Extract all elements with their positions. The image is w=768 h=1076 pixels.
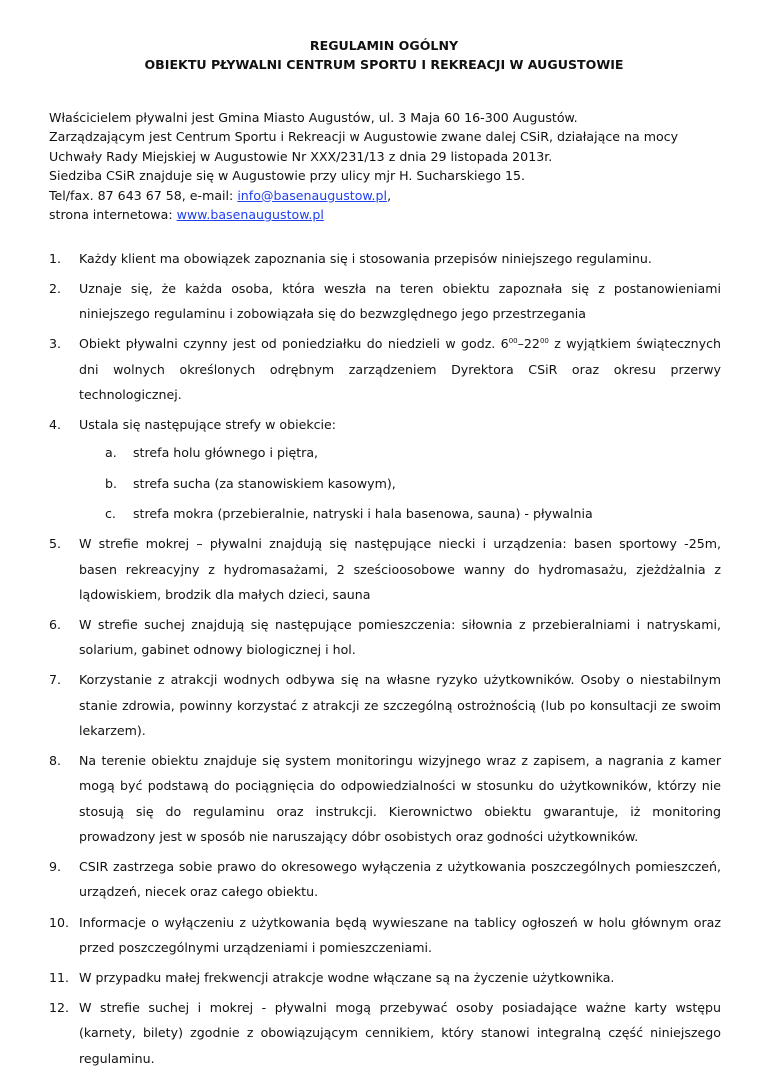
rule-number: 3. xyxy=(49,336,62,352)
rule-item xyxy=(49,246,721,271)
zone-text: strefa sucha (za stanowiskiem kasowym), xyxy=(133,475,396,491)
rule-number: 2. xyxy=(49,281,62,297)
website-link[interactable]: www.basenaugustow.pl xyxy=(176,207,324,223)
intro-manager: Zarządzającym jest Centrum Sportu i Rekreacji w Augustowie zwane dalej CSiR, działające na mocy xyxy=(49,129,679,145)
rule-text: Każdy klient ma obowiązek zapoznania się i stosowania przepisów niniejszego regulaminu. xyxy=(79,251,652,266)
rule-item xyxy=(49,531,721,607)
rule-text: Korzystanie z atrakcji wodnych odbywa się na własne ryzyko użytkowników. Osoby o niestabilnym stanie zdrowia, powinny korzystać z atrakcji ze szczególną ostrożnością (lub po konsultacji ze swoim lekarzem). xyxy=(79,672,721,739)
rule-item xyxy=(49,331,721,407)
rule-text: W strefie mokrej – pływalni znajdują się następujące niecki i urządzenia: basen sportowy -25m, basen rekreacyjny z hydromasażami, 2 sześcioosobowe wanny do hydromasażu, zjeżdżalnia z lądowiskiem, brodzik dla małych dzieci, sauna xyxy=(79,536,721,602)
zone-letter: a. xyxy=(105,445,117,461)
intro-website xyxy=(49,205,749,224)
zone-text: strefa mokra (przebieralnie, natryski i hala basenowa, sauna) - pływalnia xyxy=(133,506,593,522)
rule-text xyxy=(79,336,721,402)
rule-text: Ustala się następujące strefy w obiekcie: xyxy=(79,417,337,433)
rule-item xyxy=(49,412,721,526)
rule-text: CSIR zastrzega sobie prawo do okresowego wyłączenia z użytkowania poszczególnych pomieszczeń, urządzeń, niecek oraz całego obiektu. xyxy=(79,859,721,900)
rule-text-end: z wyjątkiem świątecznych dni wolnych określonych odrębnym zarządzeniem Dyrektora CSiR oraz okresu przerwy technologicznej. xyxy=(79,336,721,403)
rule-item xyxy=(49,667,721,743)
email-link[interactable]: info@basenaugustow.pl xyxy=(237,187,388,203)
rule-number: 12. xyxy=(49,999,70,1015)
rules-list xyxy=(49,246,721,1076)
zone-letter: c. xyxy=(105,506,116,522)
intro-resolution: Uchwały Rady Miejskiej w Augustowie Nr XXX/231/13 z dnia 29 listopada 2013r. xyxy=(49,148,553,164)
document-title: REGULAMIN OGÓLNY xyxy=(309,38,459,53)
rule-text: Informacje o wyłączeniu z użytkowania będą wywieszane na tablicy ogłoszeń w holu głównym oraz przed poszczególnymi urządzeniami i pomieszczeniami. xyxy=(79,914,721,955)
rule-number: 5. xyxy=(49,536,62,552)
rule-number: 10. xyxy=(49,914,70,930)
zone-item xyxy=(79,440,721,465)
rule-item xyxy=(49,612,721,663)
rule-item xyxy=(49,995,721,1071)
document-subtitle: OBIEKTU PŁYWALNI CENTRUM SPORTU I REKREACJI W AUGUSTOWIE xyxy=(144,57,624,72)
rule-item xyxy=(49,910,721,961)
hour-open-minutes: 00 xyxy=(508,337,518,346)
zone-text: strefa holu głównego i piętra, xyxy=(133,445,319,461)
rule-text-start: Obiekt pływalni czynny jest od poniedziałku do niedzieli w godz. 6 xyxy=(79,336,509,352)
hour-close-minutes: 00 xyxy=(539,337,549,346)
rule-text: Na terenie obiektu znajduje się system monitoringu wizyjnego wraz z zapisem, a nagrania z kamer mogą być podstawą do pociągnięcia do odpowiedzialności w stosunku do użytkowników, którzy nie stosują się do regulaminu oraz instrukcji. Kierownictwo obiektu gwarantuje, iż monitoring prowadzony jest w sposób nie naruszający dóbr osobistych oraz godności użytkowników. xyxy=(79,753,721,845)
rule-text: W strefie suchej i mokrej - pływalni mogą przebywać osoby posiadające ważne karty wstępu (karnety, bilety) zgodnie z obowiązującym cennikiem, który stanowi integralną część niniejszego regulaminu. xyxy=(79,999,721,1066)
hour-close: –22 xyxy=(517,336,540,352)
rule-number: 6. xyxy=(49,617,62,633)
rule-number: 1. xyxy=(49,251,62,266)
zones-list xyxy=(79,440,721,526)
rule-text: W strefie suchej znajdują się następujące pomieszczenia: siłownia z przebieralniami i natryskami, solarium, gabinet odnowy biologicznej i hol. xyxy=(79,617,721,658)
intro-contact xyxy=(49,186,749,205)
zone-item xyxy=(79,501,721,526)
intro-seat: Siedziba CSiR znajduje się w Augustowie przy ulicy mjr H. Sucharskiego 15. xyxy=(49,168,525,184)
email-suffix: , xyxy=(387,187,392,203)
rule-item xyxy=(49,748,721,849)
rule-number: 7. xyxy=(49,672,62,688)
rule-number: 9. xyxy=(49,859,62,875)
intro-block xyxy=(49,108,749,224)
rule-item xyxy=(49,276,721,327)
rule-item xyxy=(49,854,721,905)
rule-item xyxy=(49,965,721,990)
zone-letter: b. xyxy=(105,475,117,491)
rule-text: W przypadku małej frekwencji atrakcje wodne włączane są na życzenie użytkownika. xyxy=(79,969,615,985)
rule-number: 4. xyxy=(49,417,62,433)
rule-text: Uznaje się, że każda osoba, która weszła na teren obiektu zapoznała się z postanowieniami niniejszego regulaminu i zobowiązała się do bezwzględnego jego przestrzegania xyxy=(79,281,721,322)
intro-owner: Właścicielem pływalni jest Gmina Miasto Augustów, ul. 3 Maja 60 16-300 Augustów. xyxy=(49,110,578,125)
rule-number: 11. xyxy=(49,969,70,985)
phone-text: Tel/fax. 87 643 67 58, e-mail: xyxy=(49,187,238,203)
zone-item xyxy=(79,471,721,496)
rule-number: 8. xyxy=(49,753,62,769)
website-label: strona internetowa: xyxy=(49,207,177,223)
